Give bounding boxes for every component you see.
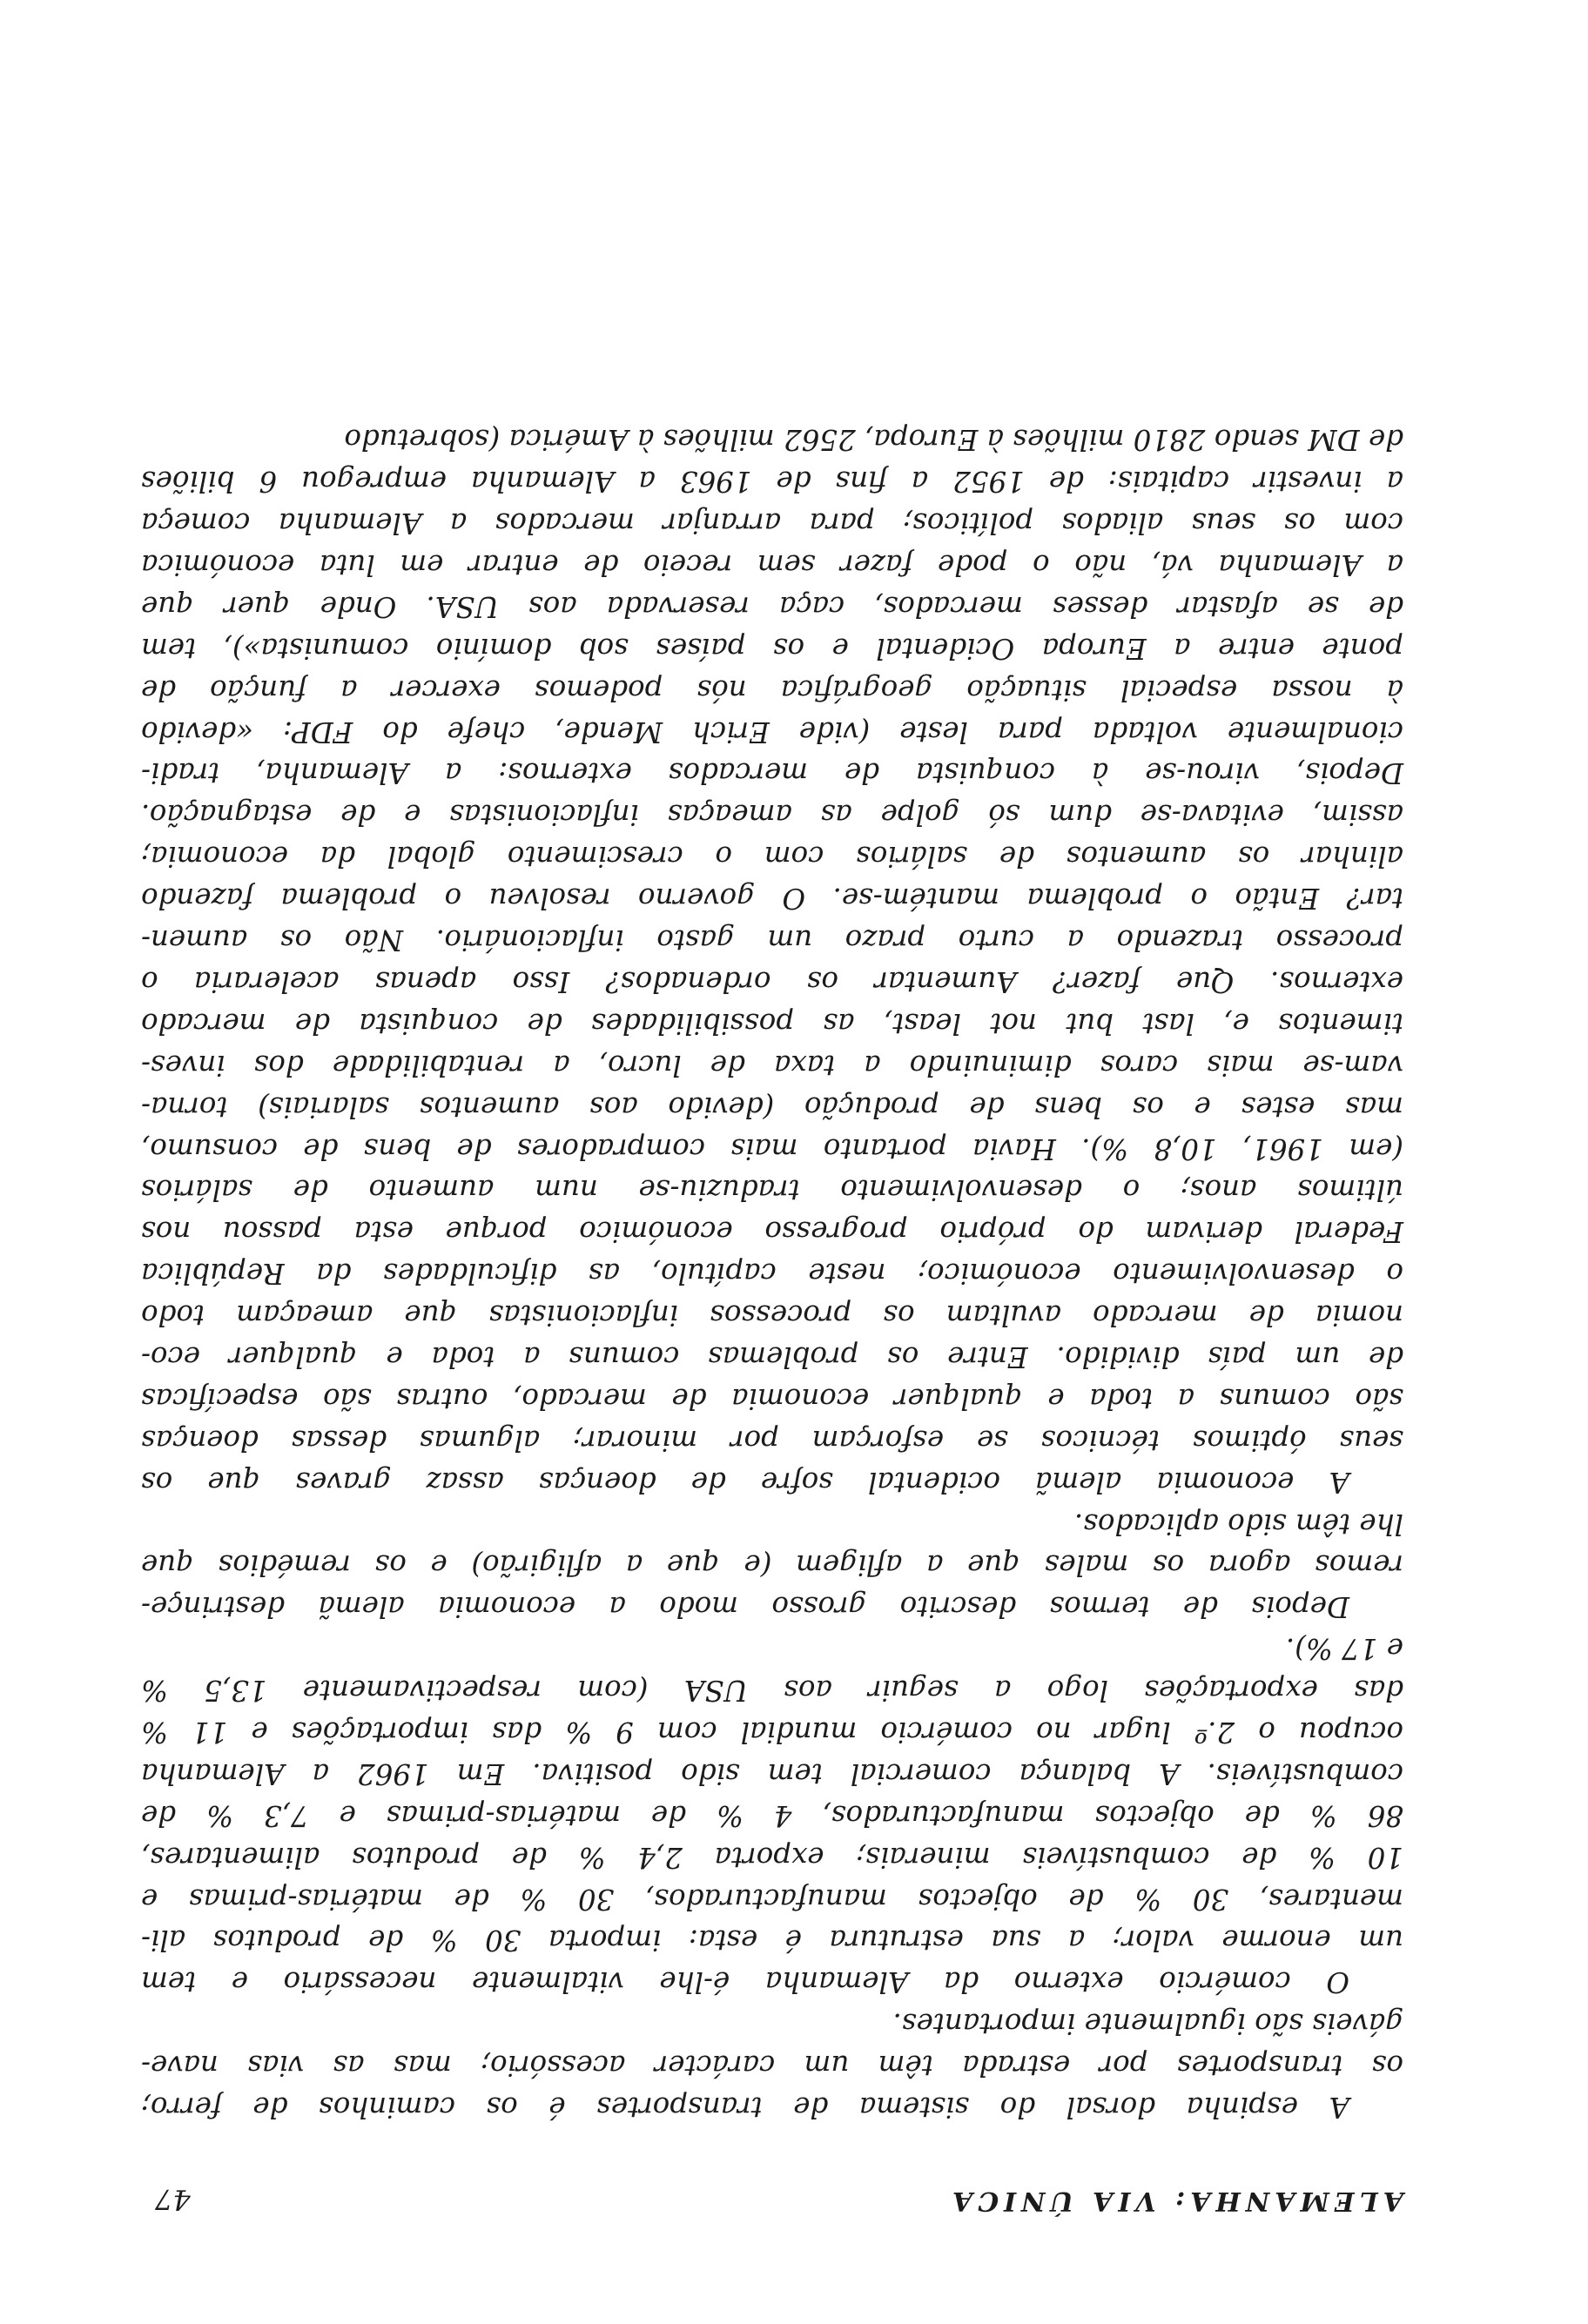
text-line: processo trazendo a curto prazo um gasto inflacionário. Não os aumen- — [141, 924, 1403, 957]
text-line: gáveis são igualmente importantes. — [892, 2007, 1403, 2041]
text-line: à nossa especial situação geográfica nós podemos exercer a função de — [141, 673, 1403, 707]
text-line: remos agora os males que a afligem (e que a afligirão) e os remédios que — [141, 1548, 1403, 1582]
text-line: o desenvolvimento económico; neste capítulo, as dificuldades da República — [141, 1257, 1403, 1291]
text-line: mas estes e os bens de produção (devido aos aumentos salariais) torna- — [141, 1090, 1403, 1124]
paragraph — [141, 418, 1403, 1501]
text-line: de um país dividido. Entre os problemas comuns a toda e qualquer eco- — [141, 1340, 1403, 1374]
text-line: vam-se mais caros diminuindo a taxa de lucro, a rentabilidade dos inves- — [141, 1048, 1403, 1082]
running-header — [150, 2164, 1403, 2216]
text-line: ocupou o 2.º lugar no comércio mundial com 9 % das importações e 11 % — [141, 1715, 1403, 1749]
text-line: ponte entre a Europa Ocidental e os países sob domínio comunista»), tem — [141, 631, 1403, 665]
text-line: nomia de mercado avultam os processos inflacionistas que ameaçam todo — [141, 1299, 1403, 1333]
text-line: um enorme valor; a sua estrutura é esta: importa 30 % de produtos ali- — [141, 1924, 1403, 1958]
text-line: 10 % de combustíveis minerais; exporta 2,4 % de produtos alimentares, — [141, 1840, 1403, 1874]
text-line: com os seus aliados políticos; para arranjar mercados a Alemanha começa — [141, 507, 1403, 541]
text-line: de se afastar desses mercados, caça reservada aos USA. Onde quer que — [141, 589, 1403, 623]
text-line: tar? Então o problema mantém-se. O governo resolveu o problema fazendo — [141, 882, 1403, 916]
text-line: 86 % de objectos manufacturados, 4 % de matérias-primas e 7,3 % de — [141, 1798, 1403, 1832]
text-line: de DM sendo 2810 milhões à Europa, 2562 milhões à América (sobretudo — [344, 423, 1403, 457]
text-line: os transportes por estrada têm um carácter acessório; mas as vias nave- — [141, 2049, 1403, 2083]
text-line: assim, evitava-se dum só golpe as ameaças inflacionistas e de estagnação. — [141, 798, 1403, 832]
text-line: últimos anos; o desenvolvimento traduziu-se num aumento de salários — [141, 1173, 1403, 1207]
text-line: alinhar os aumentos de salários com o crescimento global da economia; — [141, 840, 1403, 874]
paragraph — [141, 1627, 1403, 2002]
text-line: mentares, 30 % de objectos manufacturados, 30 % de matérias-primas e — [141, 1882, 1403, 1916]
text-line: a investir capitais: de 1952 a fins de 1963 a Alemanha empregou 6 biliões — [141, 465, 1403, 499]
text-line: seus óptimos técnicos se esforçam por minorar; algumas dessas doenças — [141, 1423, 1403, 1457]
text-line: lhe têm sido aplicados. — [1073, 1507, 1403, 1541]
body-text — [141, 418, 1403, 2127]
text-line: são comuns a toda e qualquer economia de mercado, outras são específicas — [141, 1381, 1403, 1415]
text-line: O comércio externo da Alemanha é-lhe vitalmente necessário e tem — [141, 1965, 1349, 1999]
text-line: Depois, virou-se à conquista de mercados externos: a Alemanha, tradi- — [141, 756, 1403, 790]
text-line: A espinha dorsal do sistema de transportes é os caminhos de ferro; — [141, 2091, 1349, 2124]
paragraph — [141, 1502, 1403, 1628]
text-line: (em 1961, 10,8 %). Havia portanto mais compradores de bens de consumo, — [141, 1132, 1403, 1165]
paragraph — [141, 2002, 1403, 2127]
text-line: combustíveis. A balança comercial tem sido positiva. Em 1962 a Alemanha — [141, 1756, 1403, 1790]
text-line: a Alemanha vá, não o pode fazer sem receio de entrar em luta económica — [141, 548, 1403, 582]
text-line: e 17 %). — [1285, 1632, 1403, 1666]
text-line: Depois de termos descrito grosso modo a economia alemã destrinçe- — [141, 1590, 1349, 1624]
text-line: A economia alemã ocidental sofre de doenças assaz graves que os — [141, 1465, 1349, 1499]
page-number: 47 — [155, 2183, 191, 2216]
running-title: ALEMANHA: VIA ÚNICA — [946, 2186, 1403, 2216]
text-line: externos. Que fazer? Aumentar os ordenados? Isso apenas aceleraria o — [141, 964, 1403, 998]
text-line: das exportações logo a seguir aos USA (com respectivamente 13,5 % — [141, 1674, 1403, 1708]
text-line: timentos e, last but not least, as possibilidades de conquista de mercado — [141, 1006, 1403, 1040]
text-line: cionalmente voltada para leste (vide Erich Mende, chefe do FDP: «devido — [141, 715, 1403, 749]
text-line: Federal derivam do próprio progresso económico porque esta passou nos — [141, 1215, 1403, 1249]
